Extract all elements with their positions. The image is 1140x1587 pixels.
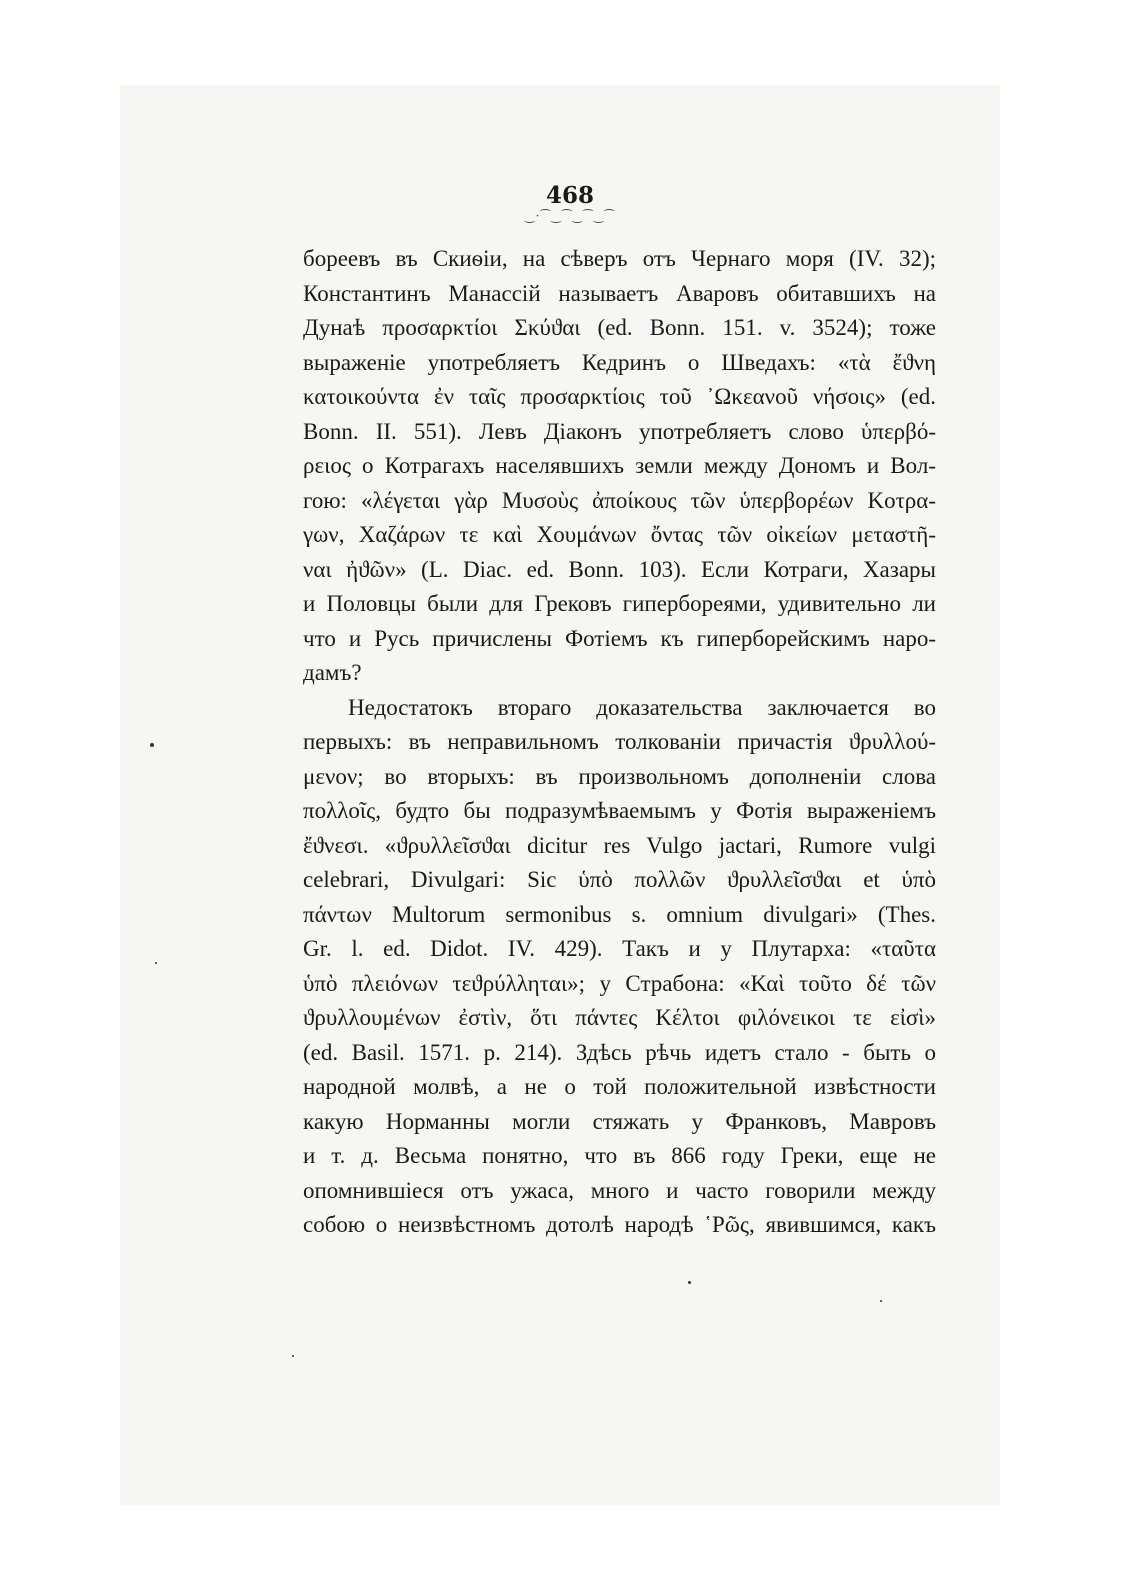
text-line: что и Русь причислены Фотіемъ къ гиперборейскимъ наро- (303, 625, 936, 651)
page-number: 468 (545, 182, 594, 209)
text-line: ναι ἠϑῶν» (L. Diac. ed. Bonn. 103). Если Котраги, Хазары (303, 556, 936, 582)
scan-speck (150, 743, 154, 747)
scan-speck (688, 1281, 691, 1284)
text-line: и Половцы были для Грековъ гипербореями, удивительно ли (303, 591, 936, 616)
text-line: дамъ? (303, 660, 362, 685)
scan-speck (292, 1355, 294, 1357)
text-line: бореевъ въ Скиѳіи, на сѣверъ отъ Чернаго моря (IV. 32); (303, 246, 936, 271)
text-line: (ed. Basil. 1571. p. 214). Здѣсь рѣчь идетъ стало - быть о (303, 1039, 936, 1065)
text-line: μενον; во вторыхъ: въ произвольномъ дополненіи слова (303, 763, 936, 789)
text-line: гою: «λέγεται γὰρ Μυσοὺς ἀποίκους τῶν ὑπερβορέων Κοτρα- (303, 487, 936, 513)
text-line: Константинъ Манассій называетъ Аваровъ обитавшихъ на (303, 280, 936, 306)
text-line: πολλοῖς, будто бы подразумѣваемымъ у Фотія выраженіемъ (303, 798, 936, 823)
header-ornament: ‿·⁀‿⁀‿⁀‿⁀ (525, 209, 615, 223)
body-text (303, 242, 936, 1243)
text-line: опомнившіеся отъ ужаса, много и часто говорили между (303, 1177, 936, 1203)
text-line: Bonn. II. 551). Левъ Діаконъ употребляетъ слово ὑπερβό- (303, 418, 936, 444)
text-line: γων, Χαζάρων τε καὶ Χουμάνων ὄντας τῶν οἰκείων μεταστῆ- (303, 522, 936, 547)
text-line: какую Норманны могли стяжать у Франковъ, Мавровъ (303, 1108, 936, 1134)
text-line: πάντων Multorum sermonibus s. omnium divulgari» (Thes. (303, 901, 936, 927)
text-line: ὑπὸ πλειόνων τεϑρύλληται»; у Страбона: «Καὶ τοῦτο δέ τῶν (303, 970, 936, 996)
text-line: Недостатокъ втораго доказательства заключается во (348, 694, 936, 720)
text-line: celebrari, Divulgari: Sic ὑπὸ πολλῶν ϑρυλλεῖσϑαι et ὑπὸ (303, 867, 936, 892)
text-line: ρειος о Котрагахъ населявшихъ земли между Дономъ и Вол- (303, 453, 936, 478)
text-line: народной молвѣ, а не о той положительной извѣстности (303, 1074, 936, 1099)
text-line: κατοικούντα ἐν ταῖς προσαρκτίοις τοῦ ᾿Ωκεανοῦ νήσοις» (ed. (303, 384, 936, 409)
text-line: ϑρυλλουμένων ἐστὶν, ὅτι πάντες Κέλτοι φιλόνεικοι τε εἰσὶ» (303, 1005, 936, 1030)
text-line: Gr. l. ed. Didot. IV. 429). Такъ и у Плутарха: «ταῦτα (303, 936, 936, 961)
text-line: и т. д. Весьма понятно, что въ 866 году Греки, еще не (303, 1143, 936, 1168)
text-line: выраженіе употребляетъ Кедринъ о Шведахъ: «τὰ ἔϑνη (303, 349, 936, 375)
scan-speck (155, 962, 157, 964)
text-line: Дунаѣ προσαρκτίοι Σκύϑαι (ed. Bonn. 151. v. 3524); тоже (303, 315, 936, 340)
scan-speck (880, 1300, 882, 1302)
text-line: первыхъ: въ неправильномъ толкованіи причастія ϑρυλλού- (303, 729, 936, 754)
text-line: ἔϑνεσι. «ϑρυλλεῖσϑαι dicitur res Vulgo jactari, Rumore vulgi (303, 832, 936, 858)
text-line: собою о неизвѣстномъ дотолѣ народѣ ῾Ρῶς, явившимся, какъ (303, 1212, 936, 1237)
